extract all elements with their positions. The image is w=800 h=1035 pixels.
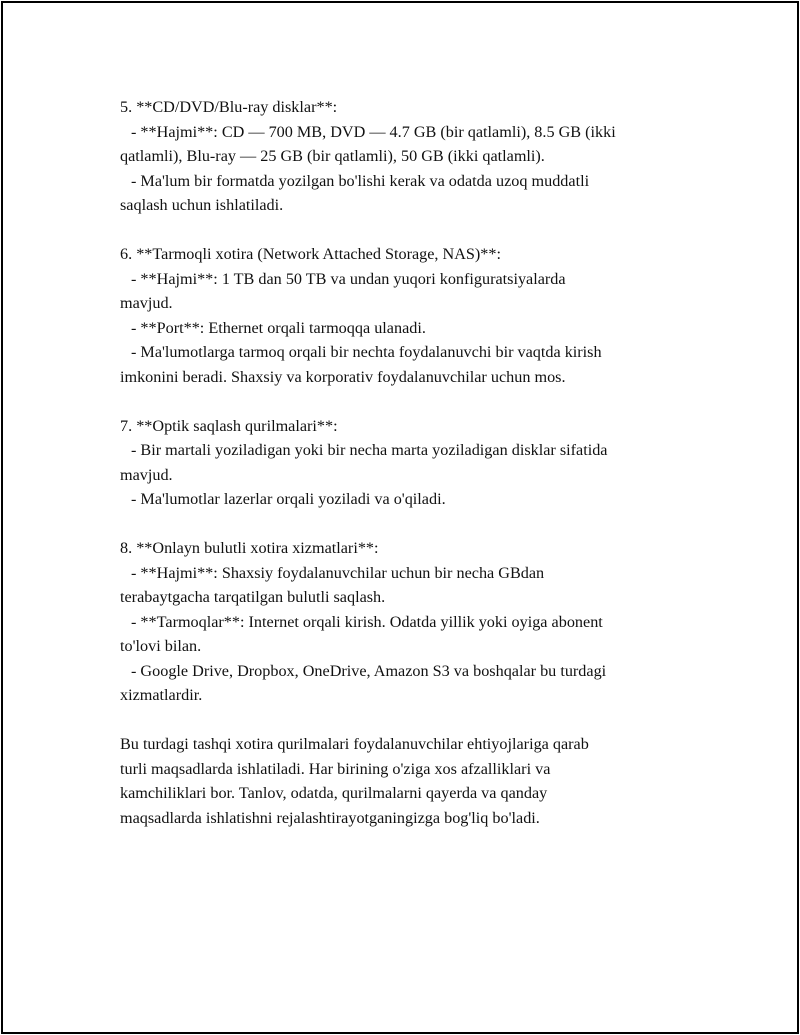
section-heading: 5. **CD/DVD/Blu-ray disklar**: (120, 98, 338, 116)
bullet-line: - Ma'lum bir formatda yozilgan bo'lishi kerak va odatda uzoq muddatli (131, 171, 590, 190)
bullet-line: - **Hajmi**: Shaxsiy foydalanuvchilar uchun bir necha GBdan (131, 563, 545, 582)
paragraph-line: kamchiliklari bor. Tanlov, odatda, qurilmalarni qayerda va qanday (120, 784, 548, 802)
continuation-line: mavjud. (120, 294, 173, 312)
section-optical-storage (120, 414, 680, 512)
continuation-line: qatlamli), Blu-ray — 25 GB (bir qatlamli), 50 GB (ikki qatlamli). (120, 147, 545, 165)
bullet-line: - Ma'lumotlarga tarmoq orqali bir nechta foydalanuvchi bir vaqtda kirish (131, 343, 602, 361)
section-nas (120, 242, 680, 389)
bullet-line: - **Hajmi**: CD — 700 MB, DVD — 4.7 GB (bir qatlamli), 8.5 GB (ikki (131, 122, 616, 141)
bullet-line: - Google Drive, Dropbox, OneDrive, Amazon S3 va boshqalar bu turdagi (131, 661, 607, 680)
continuation-line: imkonini beradi. Shaxsiy va korporativ foydalanuvchilar uchun mos. (120, 367, 566, 386)
paragraph-line: Bu turdagi tashqi xotira qurilmalari foydalanuvchilar ehtiyojlariga qarab (120, 735, 589, 753)
continuation-line: saqlash uchun ishlatiladi. (120, 196, 284, 214)
closing-paragraph (120, 732, 680, 830)
bullet-line: - **Hajmi**: 1 TB dan 50 TB va undan yuqori konfiguratsiyalarda (131, 269, 566, 288)
page-frame (1, 1, 799, 1034)
continuation-line: to'lovi bilan. (120, 637, 202, 655)
bullet-line: - **Port**: Ethernet orqali tarmoqqa ulanadi. (131, 318, 426, 337)
bullet-line: - **Tarmoqlar**: Internet orqali kirish. Odatda yillik yoki oyiga abonent (131, 612, 603, 631)
section-cloud-storage (120, 536, 680, 708)
continuation-line: terabaytgacha tarqatilgan bulutli saqlash. (120, 588, 386, 606)
bullet-line: - Bir martali yoziladigan yoki bir necha marta yoziladigan disklar sifatida (131, 441, 608, 459)
continuation-line: xizmatlardir. (120, 686, 203, 704)
section-heading: 8. **Onlayn bulutli xotira xizmatlari**: (120, 539, 379, 557)
paragraph-line: turli maqsadlarda ishlatiladi. Har birining o'ziga xos afzalliklari va (120, 759, 551, 778)
continuation-line: mavjud. (120, 465, 173, 484)
document-body (120, 95, 680, 830)
section-heading: 6. **Tarmoqli xotira (Network Attached Storage, NAS)**: (120, 245, 501, 263)
section-cd-dvd-bluray (120, 95, 680, 218)
bullet-line: - Ma'lumotlar lazerlar orqali yoziladi va o'qiladi. (131, 490, 446, 508)
section-heading: 7. **Optik saqlash qurilmalari**: (120, 416, 338, 435)
paragraph-line: maqsadlarda ishlatishni rejalashtirayotganingizga bog'liq bo'ladi. (120, 808, 540, 827)
